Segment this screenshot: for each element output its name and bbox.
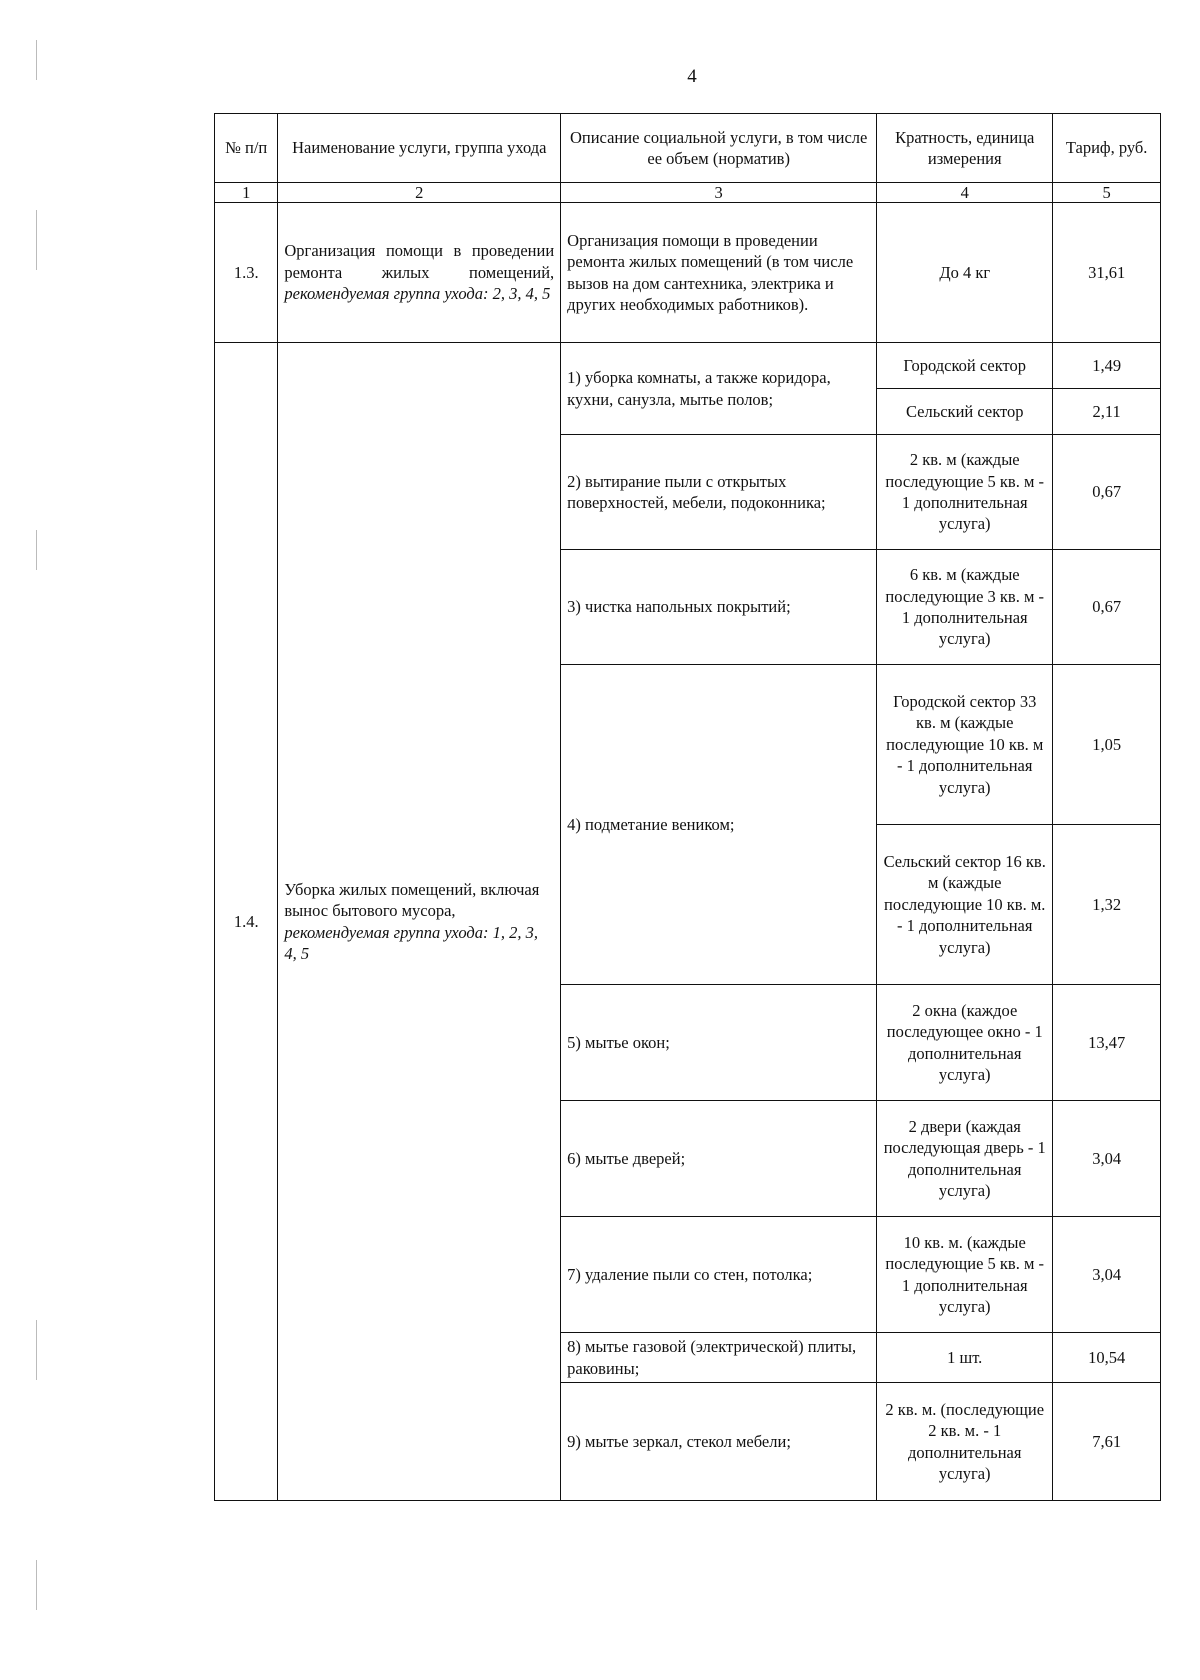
service-description: 3) чистка напольных покрытий;	[561, 550, 877, 665]
header-cell-description: Описание социальной услуги, в том числе ее объем (норматив)	[561, 114, 877, 183]
header-cell-unit: Кратность, единица измерения	[877, 114, 1053, 183]
unit-cell: Городской сектор	[877, 343, 1053, 389]
unit-cell: Сельский сектор	[877, 389, 1053, 435]
unit-cell: 1 шт.	[877, 1333, 1053, 1383]
tariff-table	[214, 113, 1161, 1501]
table-row	[215, 343, 1161, 389]
unit-cell: 6 кв. м (каждые последующие 3 кв. м - 1 дополнительная услуга)	[877, 550, 1053, 665]
service-name: Уборка жилых помещений, включая вынос бытового мусора,	[284, 879, 540, 921]
service-description: 1) уборка комнаты, а также коридора, кухни, санузла, мытье полов;	[561, 343, 877, 435]
tariff-cell: 7,61	[1053, 1383, 1161, 1501]
unit-cell: Городской сектор 33 кв. м (каждые последующие 10 кв. м - 1 дополнительная услуга)	[877, 665, 1053, 825]
unit-cell: До 4 кг	[877, 203, 1053, 343]
service-description: Организация помощи в проведении ремонта жилых помещений (в том числе вызов на дом сантехника, электрика и других необходимых работников).	[561, 203, 877, 343]
service-name-cell	[278, 203, 561, 343]
unit-cell: 2 двери (каждая последующая дверь - 1 дополнительная услуга)	[877, 1101, 1053, 1217]
tariff-cell: 2,11	[1053, 389, 1161, 435]
table-row	[215, 203, 1161, 343]
column-number: 2	[278, 183, 561, 203]
service-description: 4) подметание веником;	[561, 665, 877, 985]
header-cell-number: № п/п	[215, 114, 278, 183]
column-number: 1	[215, 183, 278, 203]
row-number: 1.4.	[215, 343, 278, 1501]
tariff-cell: 31,61	[1053, 203, 1161, 343]
tariff-cell: 1,05	[1053, 665, 1161, 825]
tariff-cell: 1,49	[1053, 343, 1161, 389]
care-group: рекомендуемая группа ухода: 2, 3, 4, 5	[284, 284, 551, 304]
service-description: 7) удаление пыли со стен, потолка;	[561, 1217, 877, 1333]
tariff-cell: 13,47	[1053, 985, 1161, 1101]
tariff-cell: 3,04	[1053, 1217, 1161, 1333]
tariff-cell: 3,04	[1053, 1101, 1161, 1217]
header-cell-name: Наименование услуги, группа ухода	[278, 114, 561, 183]
service-description: 5) мытье окон;	[561, 985, 877, 1101]
service-name: Организация помощи в проведении ремонта жилых помещений,	[284, 241, 555, 282]
care-group: рекомендуемая группа ухода: 1, 2, 3, 4, 5	[284, 922, 538, 963]
unit-cell: 2 кв. м (каждые последующие 5 кв. м - 1 дополнительная услуга)	[877, 435, 1053, 550]
column-number: 5	[1053, 183, 1161, 203]
tariff-cell: 0,67	[1053, 550, 1161, 665]
column-number-row	[215, 183, 1161, 203]
tariff-cell: 10,54	[1053, 1333, 1161, 1383]
service-description: 6) мытье дверей;	[561, 1101, 877, 1217]
unit-cell: Сельский сектор 16 кв. м (каждые последующие 10 кв. м. - 1 дополнительная услуга)	[877, 825, 1053, 985]
service-description: 8) мытье газовой (электрической) плиты, раковины;	[561, 1333, 877, 1383]
service-description: 2) вытирание пыли с открытых поверхностей, мебели, подоконника;	[561, 435, 877, 550]
service-name-cell	[278, 343, 561, 1501]
unit-cell: 2 окна (каждое последующее окно - 1 дополнительная услуга)	[877, 985, 1053, 1101]
unit-cell: 2 кв. м. (последующие 2 кв. м. - 1 дополнительная услуга)	[877, 1383, 1053, 1501]
row-number: 1.3.	[215, 203, 278, 343]
column-number: 4	[877, 183, 1053, 203]
page-number: 4	[687, 66, 697, 87]
tariff-cell: 1,32	[1053, 825, 1161, 985]
header-cell-tariff: Тариф, руб.	[1053, 114, 1161, 183]
table-header-row	[215, 114, 1161, 183]
unit-cell: 10 кв. м. (каждые последующие 5 кв. м - 1 дополнительная услуга)	[877, 1217, 1053, 1333]
tariff-cell: 0,67	[1053, 435, 1161, 550]
service-description: 9) мытье зеркал, стекол мебели;	[561, 1383, 877, 1501]
column-number: 3	[561, 183, 877, 203]
